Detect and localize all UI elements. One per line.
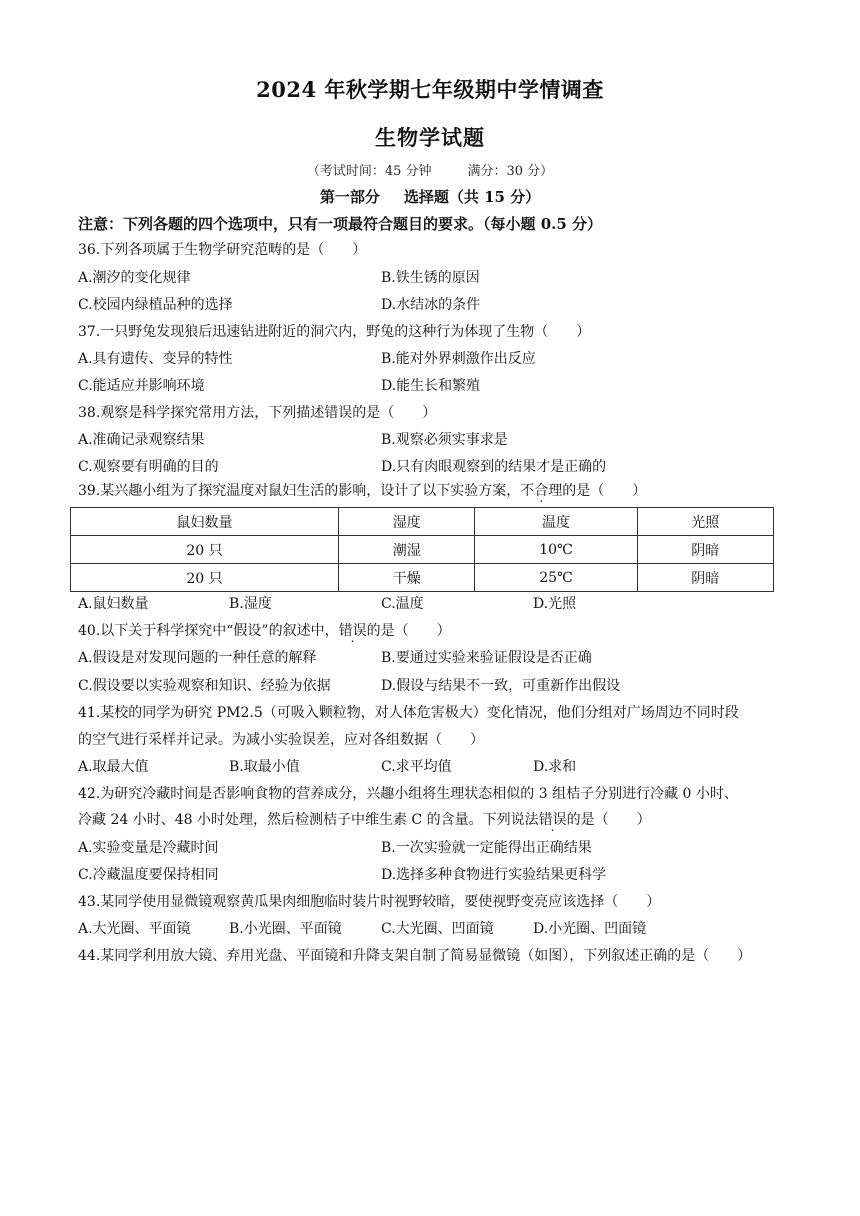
question-40-option-a: A.假设是对发现问题的一种任意的解释 (78, 650, 317, 666)
question-37-stem: 37.一只野兔发现狼后迅速钻进附近的洞穴内，野兔的这种行为体现了生物（ ） (78, 324, 591, 340)
question-40-option-b: B.要通过实验来验证假设是否正确 (381, 650, 592, 666)
question-42-option-c: C.冷藏温度要保持相同 (78, 867, 219, 883)
question-43-option-a: A.大光圈、平面镜 (78, 921, 191, 937)
question-41-option-c: C.求平均值 (381, 759, 452, 775)
emphasis-not-reasonable: 不合理 (520, 483, 563, 499)
table-header-cell: 光照 (637, 508, 773, 536)
question-39-option-a: A.鼠妇数量 (78, 596, 149, 612)
question-41-option-d: D.求和 (533, 759, 577, 775)
question-43-stem: 43.某同学使用显微镜观察黄瓜果肉细胞临时装片时视野较暗，要使视野变亮应该选择（ ） (78, 894, 661, 910)
table-cell: 20 只 (71, 536, 339, 564)
question-39-option-c: C.温度 (381, 596, 424, 612)
question-40-option-c: C.假设要以实验观察和知识、经验为依据 (78, 678, 331, 694)
question-38-option-a: A.准确记录观察结果 (78, 432, 205, 448)
question-39-option-d: D.光照 (533, 596, 577, 612)
question-41-stem-line2: 的空气进行采样并记录。为减小实验误差，应对各组数据（ ） (78, 732, 484, 748)
question-42-stem-line2: 冷藏 24 小时、48 小时处理，然后检测桔子中维生素 C 的含量。下列说法错误的是（ ） (78, 812, 651, 828)
question-37-option-b: B.能对外界刺激作出反应 (381, 351, 536, 367)
table-header-cell: 鼠妇数量 (71, 508, 339, 536)
question-37-option-d: D.能生长和繁殖 (381, 378, 481, 394)
question-43-option-b: B.小光圈、平面镜 (229, 921, 342, 937)
subject-title: 生物学试题 (375, 125, 485, 150)
question-41-option-a: A.取最大值 (78, 759, 149, 775)
experiment-table (70, 507, 774, 592)
question-42-stem-line1: 42.为研究冷藏时间是否影响食物的营养成分，兴趣小组将生理状态相似的 3 组桔子分别进行冷藏 0 小时、 (78, 786, 738, 802)
question-37-option-c: C.能适应并影响环境 (78, 378, 205, 394)
table-cell: 20 只 (71, 564, 339, 592)
question-36-stem: 36.下列各项属于生物学研究范畴的是（ ） (78, 242, 367, 258)
question-38-option-c: C.观察要有明确的目的 (78, 459, 219, 475)
table-cell: 干燥 (339, 564, 475, 592)
question-38-stem: 38.观察是科学探究常用方法，下列描述错误的是（ ） (78, 405, 437, 421)
question-40-option-d: D.假设与结果不一致，可重新作出假设 (381, 678, 621, 694)
question-38-option-b: B.观察必须实事求是 (381, 432, 508, 448)
question-42-option-d: D.选择多种食物进行实验结果更科学 (381, 867, 607, 883)
question-36-option-d: D.水结冰的条件 (381, 297, 481, 313)
question-44-stem: 44.某同学利用放大镜、弃用光盘、平面镜和升降支架自制了简易显微镜（如图），下列叙述正确的是（ ） (78, 948, 752, 964)
emphasis-wrong: 错误 (338, 623, 367, 639)
table-cell: 阴暗 (637, 564, 773, 592)
question-42-option-a: A.实验变量是冷藏时间 (78, 840, 219, 856)
question-39-stem: 39.某兴趣小组为了探究温度对鼠妇生活的影响，设计了以下实验方案，不合理的是（ ） (78, 483, 647, 499)
question-38-option-d: D.只有肉眼观察到的结果才是正确的 (381, 459, 607, 475)
question-43-option-d: D.小光圈、凹面镜 (533, 921, 647, 937)
table-header-row (71, 508, 774, 536)
question-37-option-a: A.具有遗传、变异的特性 (78, 351, 233, 367)
exam-meta (0, 160, 860, 179)
table-row (71, 564, 774, 592)
section-notice: 注意：下列各题的四个选项中，只有一项最符合题目的要求。（每小题 0.5 分） (78, 215, 603, 233)
question-36-option-c: C.校园内绿植品种的选择 (78, 297, 233, 313)
section-heading (0, 186, 860, 207)
question-40-stem: 40.以下关于科学探究中“假设”的叙述中，错误的是（ ） (78, 623, 451, 639)
section-name: 选择题（共 15 分） (403, 188, 541, 206)
question-42-option-b: B.一次实验就一定能得出正确结果 (381, 840, 592, 856)
question-39-option-b: B.湿度 (229, 596, 272, 612)
emphasis-wrong: 错误 (538, 812, 567, 828)
table-cell: 阴暗 (637, 536, 773, 564)
table-row (71, 536, 774, 564)
table-cell: 25℃ (475, 564, 637, 592)
question-43-option-c: C.大光圈、凹面镜 (381, 921, 494, 937)
section-part: 第一部分 (319, 188, 380, 206)
question-36-option-b: B.铁生锈的原因 (381, 270, 480, 286)
table-cell: 10℃ (475, 536, 637, 564)
question-36-option-a: A.潮汐的变化规律 (78, 270, 191, 286)
question-41-option-b: B.取最小值 (229, 759, 300, 775)
table-header-cell: 湿度 (339, 508, 475, 536)
exam-time: （考试时间：45 分钟 (306, 164, 432, 179)
exam-score: 满分：30 分） (467, 164, 554, 179)
table-header-cell: 温度 (475, 508, 637, 536)
question-41-stem-line1: 41.某校的同学为研究 PM2.5（可吸入颗粒物，对人体危害极大）变化情况，他们分组对广场周边不同时段 (78, 705, 739, 721)
exam-title: 2024 年秋学期七年级期中学情调查 (256, 77, 604, 102)
table-cell: 潮湿 (339, 536, 475, 564)
